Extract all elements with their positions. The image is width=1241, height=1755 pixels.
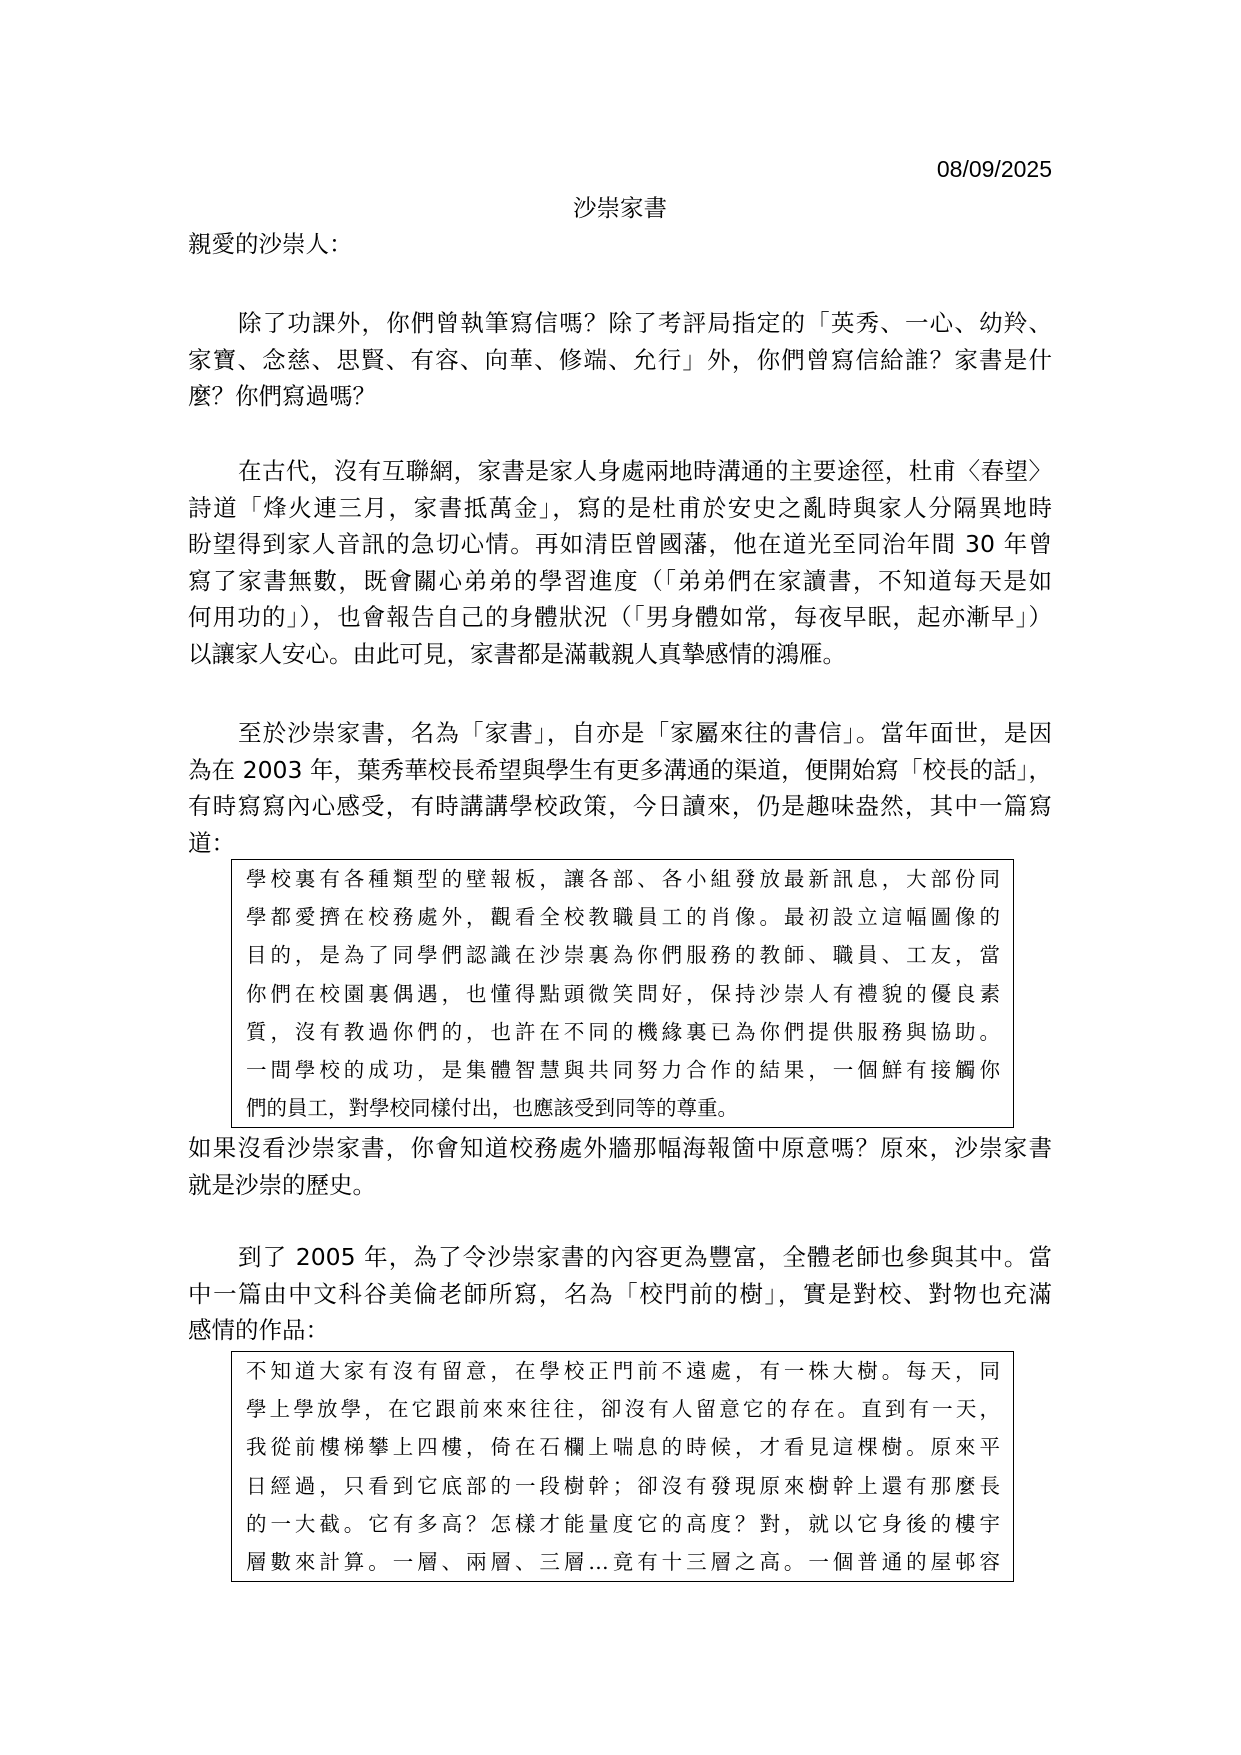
paragraph-5 (188, 1239, 1052, 1349)
paragraph-2 (188, 453, 1052, 673)
paragraph-line: 如果沒看沙崇家書，你會知道校務處外牆那幅海報箇中原意嗎？原來，沙崇家書 (188, 1134, 1052, 1162)
paragraph-line: 至於沙崇家書，名為「家書」，自亦是「家屬來往的書信」。當年面世，是因 (238, 719, 1052, 747)
paragraph-line: 麼？你們寫過嗎？ (188, 382, 376, 411)
paragraph-1 (188, 305, 1052, 415)
quote-line: 日經過，只看到它底部的一段樹幹；卻沒有發現原來樹幹上還有那麼長 (246, 1473, 1000, 1498)
paragraph-line: 除了功課外，你們曾執筆寫信嗎？除了考評局指定的「英秀、一心、幼羚、 (238, 309, 1052, 337)
quote-line: 我從前樓梯攀上四樓，倚在石欄上喘息的時候，才看見這棵樹。原來平 (246, 1435, 1000, 1460)
letter-title: 沙崇家書 (573, 194, 667, 222)
paragraph-line: 盼望得到家人音訊的急切心情。再如清臣曾國藩，他在道光至同治年間 30 年曾 (188, 530, 1052, 559)
letter-date: 08/09/2025 (936, 156, 1052, 182)
quote-box-principal (231, 859, 1014, 1128)
paragraph-line: 在古代，沒有互聯網，家書是家人身處兩地時溝通的主要途徑，杜甫〈春望〉 (238, 457, 1052, 485)
quote-line: 的一大截。它有多高？怎樣才能量度它的高度？對，就以它身後的樓宇 (246, 1511, 1000, 1536)
quote-line: 學都愛擠在校務處外，觀看全校教職員工的肖像。最初設立這幅圖像的 (246, 905, 1000, 930)
paragraph-line: 就是沙崇的歷史。 (188, 1170, 376, 1199)
paragraph-line: 寫了家書無數，既會關心弟弟的學習進度（「弟弟們在家讀書，不知道每天是如 (188, 566, 1052, 595)
paragraph-line: 到了 2005 年，為了令沙崇家書的內容更為豐富，全體老師也參與其中。當 (238, 1243, 1052, 1271)
paragraph-line: 道： (188, 828, 235, 857)
quote-line: 目的，是為了同學們認識在沙崇裏為你們服務的教師、職員、工友，當 (246, 943, 1000, 968)
paragraph-line: 家寶、念慈、思賢、有容、向華、修端、允行」外，你們曾寫信給誰？家書是什 (188, 345, 1052, 374)
quote-line: 一間學校的成功，是集體智慧與共同努力合作的結果，一個鮮有接觸你 (246, 1058, 1000, 1083)
paragraph-line: 詩道「烽火連三月，家書抵萬金」，寫的是杜甫於安史之亂時與家人分隔異地時 (188, 493, 1052, 522)
paragraph-line: 中一篇由中文科谷美倫老師所寫，名為「校門前的樹」，實是對校、對物也充滿 (188, 1279, 1052, 1308)
paragraph-3 (188, 715, 1052, 861)
quote-line: 質，沒有教過你們的，也許在不同的機緣裏已為你們提供服務與協助。 (246, 1019, 1000, 1044)
quote-line: 不知道大家有沒有留意，在學校正門前不遠處，有一株大樹。每天，同 (246, 1359, 1000, 1383)
paragraph-4 (188, 1130, 1052, 1203)
paragraph-line: 何用功的」），也會報告自己的身體狀況（「男身體如常，每夜早眠，起亦漸早」） (188, 603, 1052, 632)
quote-line: 們的員工，對學校同樣付出，也應該受到同等的尊重。 (246, 1096, 738, 1121)
paragraph-line: 以讓家人安心。由此可見，家書都是滿載親人真摯感情的鴻雁。 (188, 639, 846, 668)
quote-line: 你們在校園裏偶遇，也懂得點頭微笑問好，保持沙崇人有禮貌的優良素 (246, 981, 1000, 1006)
quote-line: 層數來計算。一層、兩層、三層…竟有十三層之高。一個普通的屋邨容 (246, 1550, 1000, 1575)
quote-box-tree (231, 1351, 1014, 1582)
paragraph-line: 有時寫寫內心感受，有時講講學校政策，今日讀來，仍是趣味盎然，其中一篇寫 (188, 792, 1052, 821)
paragraph-line: 感情的作品： (188, 1316, 329, 1345)
letter-greeting: 親愛的沙崇人： (188, 230, 353, 258)
paragraph-line: 為在 2003 年，葉秀華校長希望與學生有更多溝通的渠道，便開始寫「校長的話」， (188, 755, 1052, 784)
quote-line: 學上學放學，在它跟前來來往往，卻沒有人留意它的存在。直到有一天， (246, 1397, 1000, 1422)
quote-line: 學校裏有各種類型的壁報板，讓各部、各小組發放最新訊息，大部份同 (246, 867, 1000, 891)
